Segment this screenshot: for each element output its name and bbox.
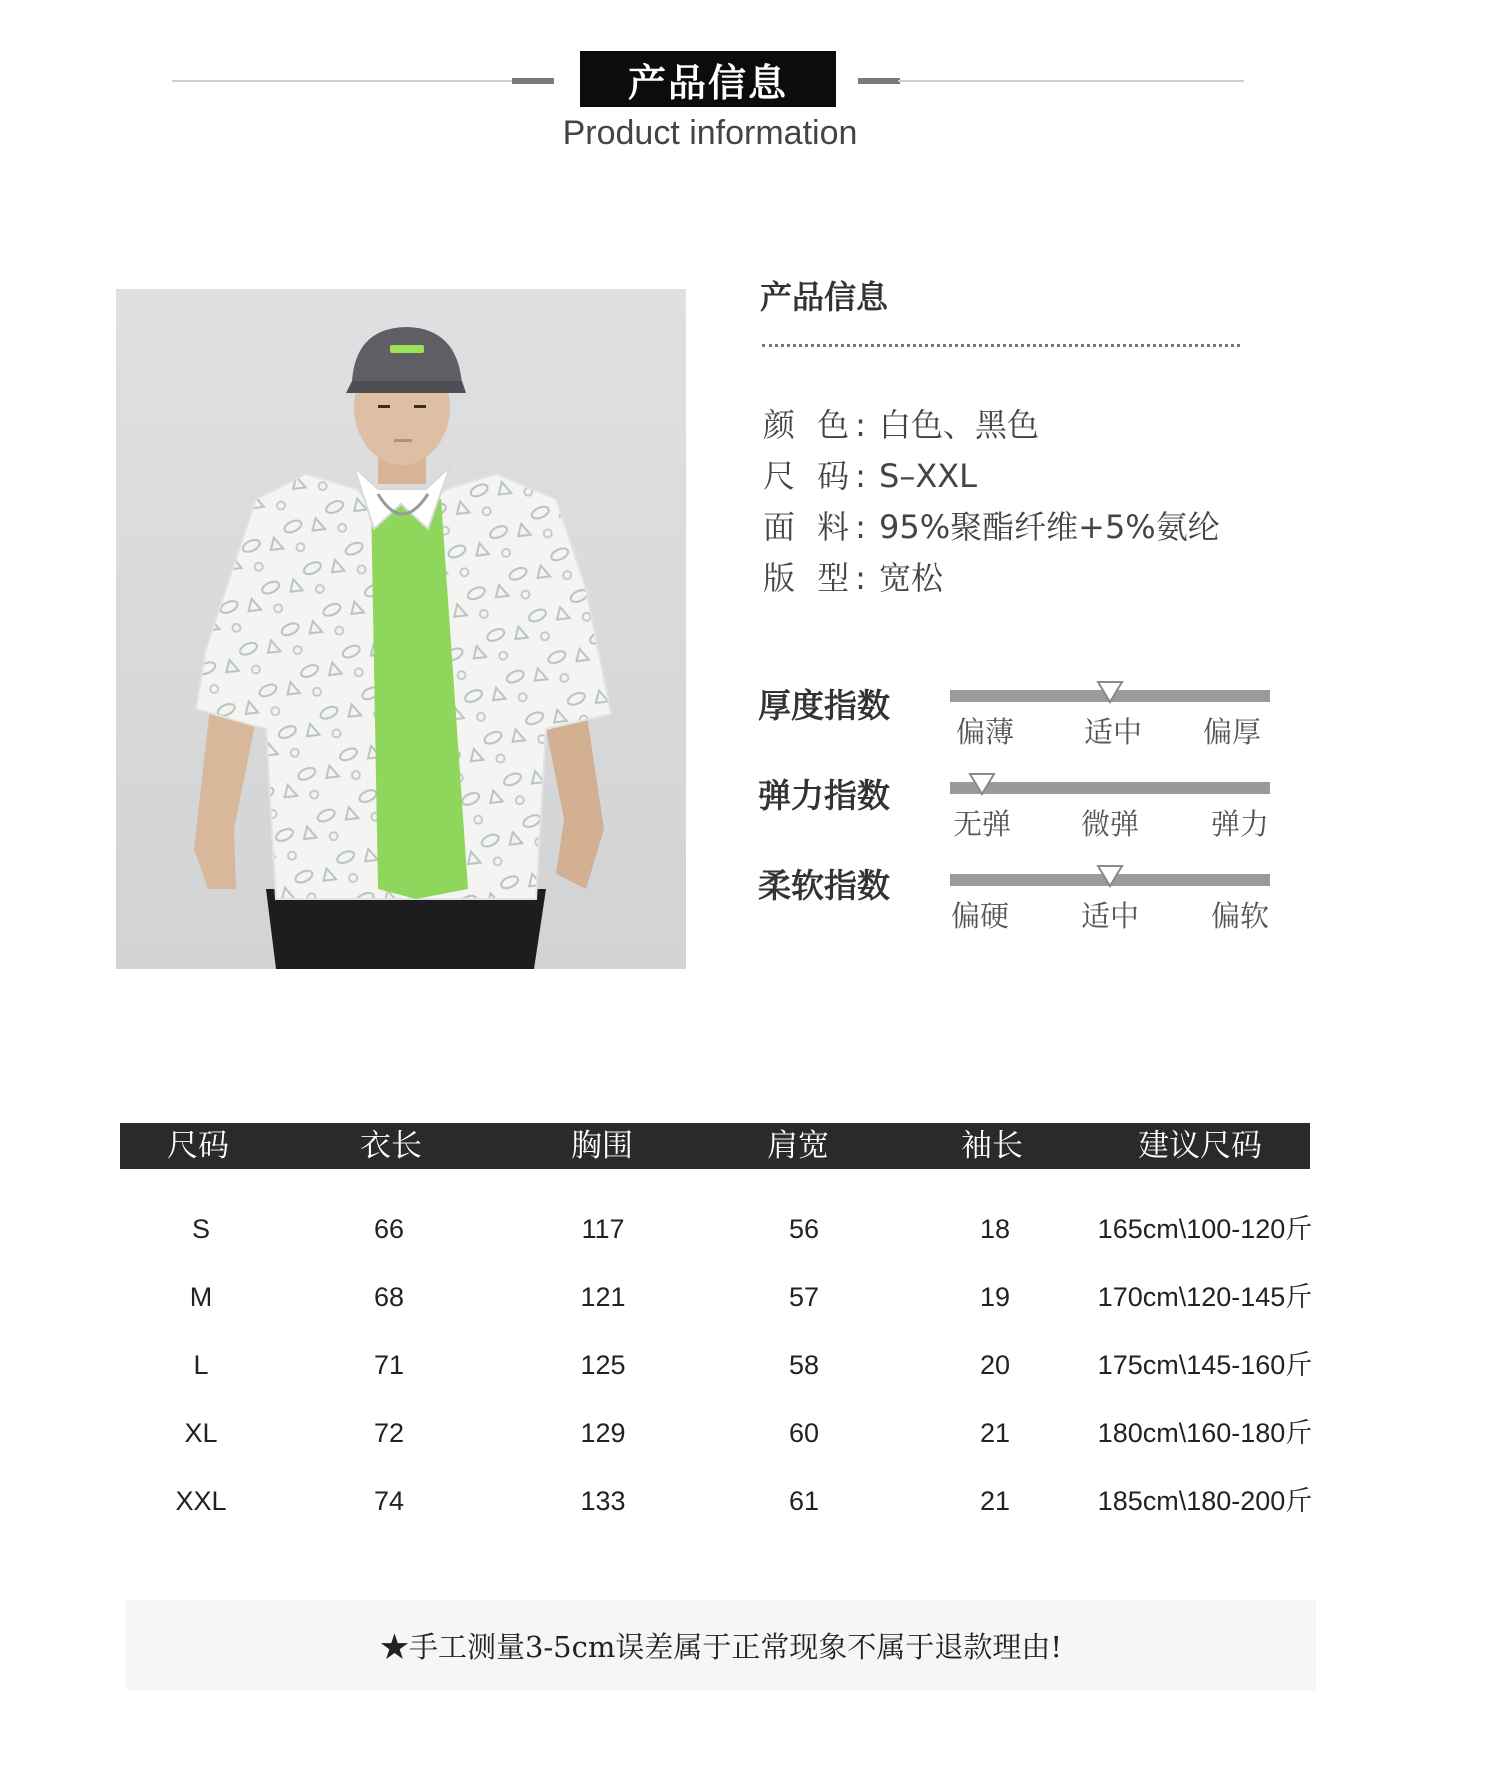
table-row (120, 1408, 1313, 1458)
cell-chest: 129 (580, 1418, 626, 1448)
cell-sleeve: 19 (979, 1282, 1011, 1312)
cell-chest: 117 (581, 1214, 625, 1244)
cell-sleeve: 20 (979, 1350, 1011, 1380)
attr-fit (763, 553, 1220, 604)
col-header-length: 衣长 (360, 1128, 422, 1164)
scale-option: 无弹 (952, 807, 1012, 841)
cell-chest: 125 (580, 1350, 626, 1380)
header-dash-right (858, 78, 900, 84)
attr-fabric-key: 面 料: (763, 508, 872, 546)
col-header-shoulder: 肩宽 (767, 1128, 829, 1164)
cell-size: S (191, 1214, 211, 1244)
scale-option: 偏软 (1210, 899, 1270, 933)
size-table-header (120, 1123, 1310, 1169)
cell-length: 71 (373, 1350, 405, 1380)
attr-fit-value: 宽松 (879, 559, 944, 597)
cell-shoulder: 57 (788, 1282, 820, 1312)
attr-size-key: 尺 码: (763, 457, 872, 495)
attr-color (763, 400, 1220, 451)
cell-shoulder: 56 (788, 1214, 820, 1244)
header-rule-right (898, 80, 1244, 82)
scale-option: 弹力 (1210, 807, 1270, 841)
cell-shoulder: 60 (788, 1418, 820, 1448)
scale-option: 微弹 (1080, 807, 1140, 841)
cell-recommend: 180cm\160-180斤 (1097, 1418, 1313, 1448)
info-title: 产品信息 (760, 278, 889, 316)
cell-shoulder: 61 (788, 1486, 820, 1516)
scale-track (950, 782, 1270, 794)
thickness-index-label: 厚度指数 (758, 686, 890, 725)
scale-marker-icon (1096, 864, 1124, 888)
cell-sleeve: 21 (979, 1418, 1011, 1448)
scale-option: 适中 (1083, 715, 1143, 749)
col-header-size: 尺码 (167, 1128, 229, 1164)
col-header-sleeve: 袖长 (961, 1128, 1023, 1164)
header-dash-left (512, 78, 554, 84)
attribute-list (763, 400, 1220, 604)
scale-option: 偏硬 (950, 899, 1010, 933)
cell-recommend: 185cm\180-200斤 (1097, 1486, 1313, 1516)
cell-recommend: 170cm\120-145斤 (1097, 1282, 1313, 1312)
cell-length: 74 (373, 1486, 405, 1516)
cell-size: XL (184, 1418, 218, 1448)
product-photo (116, 289, 686, 969)
table-row (120, 1204, 1313, 1254)
measurement-note: ★手工测量3-5cm误差属于正常现象不属于退款理由! (126, 1600, 1316, 1690)
cell-recommend: 175cm\145-160斤 (1097, 1350, 1313, 1380)
cell-sleeve: 18 (979, 1214, 1011, 1244)
cell-shoulder: 58 (788, 1350, 820, 1380)
cell-size: M (189, 1282, 213, 1312)
cell-chest: 133 (580, 1486, 626, 1516)
scale-option: 偏薄 (955, 715, 1015, 749)
cell-recommend: 165cm\100-120斤 (1097, 1214, 1313, 1244)
scale-marker-icon (1096, 680, 1124, 704)
header-title: 产品信息 (580, 51, 836, 107)
header-rule-left (172, 80, 512, 82)
scale-option: 偏厚 (1202, 715, 1262, 749)
attr-color-value: 白色、黑色 (879, 406, 1040, 444)
scale-marker-icon (968, 772, 996, 796)
cell-sleeve: 21 (979, 1486, 1011, 1516)
cell-size: L (193, 1350, 209, 1380)
attr-size (763, 451, 1220, 502)
cell-length: 68 (373, 1282, 405, 1312)
attr-color-key: 颜 色: (763, 406, 872, 444)
softness-index-label: 柔软指数 (758, 866, 890, 905)
scale-option: 适中 (1080, 899, 1140, 933)
attr-fabric (763, 502, 1220, 553)
header-subtitle: Product information (562, 114, 858, 152)
cell-size: XXL (175, 1486, 227, 1516)
elasticity-index-label: 弹力指数 (758, 776, 890, 815)
attr-fit-key: 版 型: (763, 559, 872, 597)
info-divider (762, 344, 1240, 347)
table-row (120, 1272, 1313, 1322)
table-row (120, 1340, 1313, 1390)
attr-size-value: S–XXL (879, 457, 977, 495)
attr-fabric-value: 95%聚酯纤维+5%氨纶 (879, 508, 1220, 546)
cell-length: 66 (373, 1214, 405, 1244)
cell-length: 72 (373, 1418, 405, 1448)
cell-chest: 121 (580, 1282, 626, 1312)
col-header-chest: 胸围 (571, 1128, 633, 1164)
table-row (120, 1476, 1313, 1526)
col-header-recommend: 建议尺码 (1138, 1128, 1262, 1164)
